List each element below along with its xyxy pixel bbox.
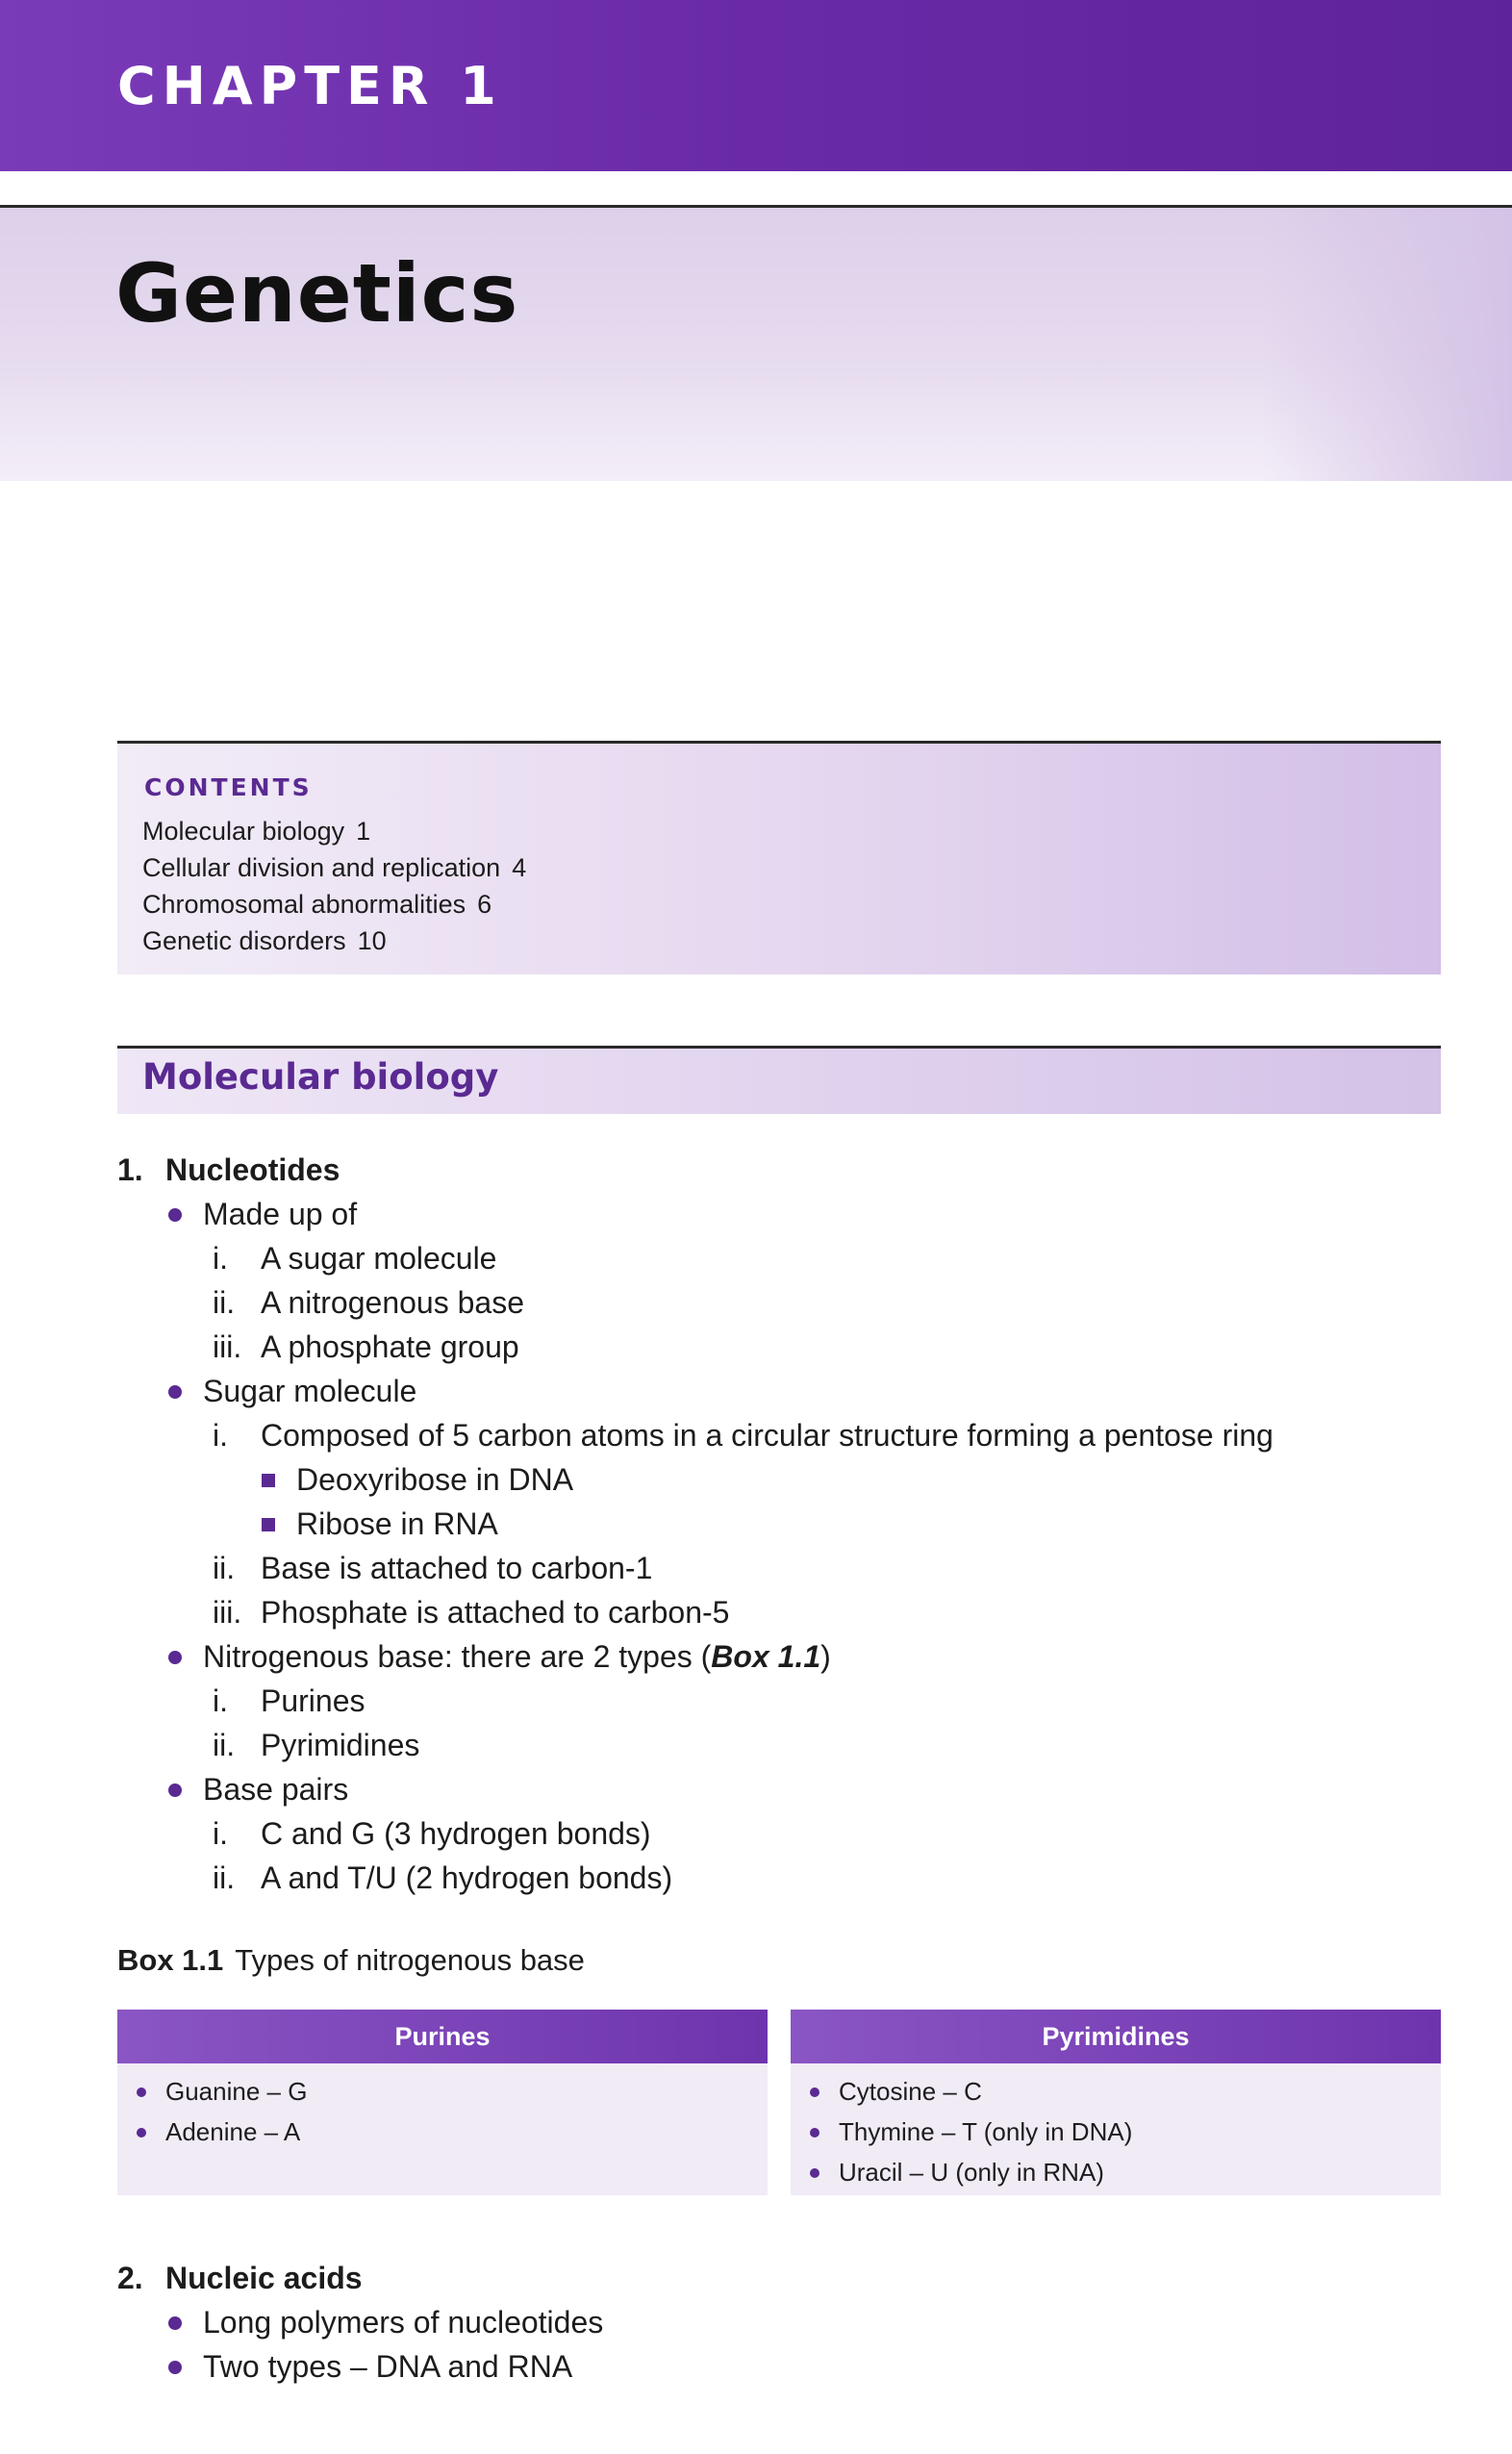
bullet-item	[168, 1634, 831, 1679]
roman-item	[213, 1236, 496, 1280]
list-item	[810, 2112, 1441, 2152]
bullet-item	[168, 2300, 603, 2344]
contents-heading: CONTENTS	[144, 773, 313, 801]
box-caption-text: Types of nitrogenous base	[235, 1943, 585, 1977]
bullet-icon	[137, 2087, 146, 2097]
box-caption	[117, 1938, 585, 1983]
contents-list	[142, 813, 526, 959]
list-item-text: Uracil – U (only in RNA)	[839, 2158, 1104, 2187]
section-title: Molecular biology	[142, 1056, 499, 1098]
roman-numeral: i.	[213, 1418, 228, 1453]
list-item-text: Guanine – G	[165, 2077, 308, 2106]
roman-numeral: ii.	[213, 1551, 236, 1585]
roman-text: Phosphate is attached to carbon-5	[261, 1595, 730, 1630]
roman-item	[213, 1546, 652, 1590]
pyrimidines-box	[791, 2010, 1441, 2195]
bullet-icon	[168, 2316, 182, 2330]
roman-numeral: iii.	[213, 1329, 242, 1364]
roman-item	[213, 1325, 519, 1369]
bullet-text: Base pairs	[203, 1772, 349, 1807]
roman-item	[213, 1679, 365, 1723]
roman-text: Pyrimidines	[261, 1728, 420, 1762]
roman-text: A and T/U (2 hydrogen bonds)	[261, 1860, 673, 1895]
roman-text: Composed of 5 carbon atoms in a circular structure forming a pentose ring	[261, 1418, 1273, 1453]
roman-item	[213, 1280, 524, 1325]
contents-item-label: Molecular biology	[142, 817, 345, 846]
bullet-text: Long polymers of nucleotides	[203, 2305, 604, 2340]
bullet-icon	[810, 2087, 819, 2097]
bullet-icon	[810, 2128, 819, 2138]
square-bullet-icon	[262, 1474, 275, 1487]
roman-item	[213, 1413, 1273, 1457]
contents-item-label: Genetic disorders	[142, 926, 346, 955]
contents-item[interactable]	[142, 923, 526, 959]
contents-item-page: 4	[512, 853, 527, 882]
contents-item[interactable]	[142, 886, 526, 923]
pyrimidines-list	[791, 2063, 1441, 2192]
bullet-text: Made up of	[203, 1197, 358, 1231]
page-title: Genetics	[115, 246, 519, 341]
roman-text: A sugar molecule	[261, 1241, 497, 1276]
contents-item-page: 6	[477, 890, 492, 919]
roman-text: Purines	[261, 1683, 365, 1718]
contents-item-label: Chromosomal abnormalities	[142, 890, 466, 919]
square-bullet-text: Ribose in RNA	[296, 1506, 498, 1541]
list-item	[137, 2112, 768, 2152]
roman-text: A phosphate group	[261, 1329, 519, 1364]
roman-numeral: ii.	[213, 1285, 236, 1320]
contents-item-label: Cellular division and replication	[142, 853, 501, 882]
list-item	[810, 2071, 1441, 2112]
square-bullet-icon	[262, 1518, 275, 1531]
roman-numeral: i.	[213, 1816, 228, 1851]
bullet-icon	[168, 2361, 182, 2374]
bullet-text-suffix: )	[820, 1639, 831, 1674]
pyrimidines-heading: Pyrimidines	[791, 2010, 1441, 2063]
roman-numeral: i.	[213, 1241, 228, 1276]
nucleic-acids-heading	[117, 2256, 363, 2300]
square-bullet-item	[262, 1502, 498, 1546]
roman-item	[213, 1723, 419, 1767]
roman-item	[213, 1856, 672, 1900]
list-title: Nucleic acids	[165, 2261, 363, 2295]
bullet-text: Sugar molecule	[203, 1374, 417, 1408]
bullet-icon	[168, 1385, 182, 1399]
square-bullet-text: Deoxyribose in DNA	[296, 1462, 574, 1497]
purines-heading: Purines	[117, 2010, 768, 2063]
roman-text: A nitrogenous base	[261, 1285, 524, 1320]
bullet-item	[168, 1767, 348, 1811]
list-title: Nucleotides	[165, 1152, 340, 1187]
list-item-text: Thymine – T (only in DNA)	[839, 2117, 1133, 2146]
square-bullet-item	[262, 1457, 573, 1502]
roman-item	[213, 1811, 651, 1856]
contents-item-page: 10	[357, 926, 387, 955]
chapter-label: CHAPTER 1	[117, 56, 503, 116]
roman-numeral: ii.	[213, 1860, 236, 1895]
bullet-icon	[168, 1784, 182, 1797]
bullet-icon	[168, 1651, 182, 1664]
box-label: Box 1.1	[117, 1943, 224, 1977]
bullet-text: Two types – DNA and RNA	[203, 2349, 573, 2384]
roman-text: C and G (3 hydrogen bonds)	[261, 1816, 651, 1851]
bullet-item	[168, 1192, 357, 1236]
list-item	[137, 2071, 768, 2112]
box-reference-link[interactable]: Box 1.1	[711, 1639, 821, 1674]
roman-numeral: i.	[213, 1683, 228, 1718]
list-item	[810, 2152, 1441, 2192]
list-item-text: Adenine – A	[165, 2117, 301, 2146]
list-number: 2.	[117, 2261, 143, 2295]
contents-item-page: 1	[356, 817, 371, 846]
roman-text: Base is attached to carbon-1	[261, 1551, 653, 1585]
bullet-item	[168, 1369, 416, 1413]
roman-numeral: iii.	[213, 1595, 242, 1630]
bullet-text: Nitrogenous base: there are 2 types (	[203, 1639, 712, 1674]
list-item-text: Cytosine – C	[839, 2077, 982, 2106]
list-number: 1.	[117, 1152, 143, 1187]
purines-list	[117, 2063, 768, 2152]
roman-item	[213, 1590, 729, 1634]
bullet-icon	[810, 2168, 819, 2178]
purines-box	[117, 2010, 768, 2195]
roman-numeral: ii.	[213, 1728, 236, 1762]
nucleotides-heading	[117, 1148, 340, 1192]
bullet-item	[168, 2344, 572, 2389]
contents-item[interactable]	[142, 849, 526, 886]
contents-item[interactable]	[142, 813, 526, 849]
bullet-icon	[168, 1208, 182, 1222]
bullet-icon	[137, 2128, 146, 2138]
